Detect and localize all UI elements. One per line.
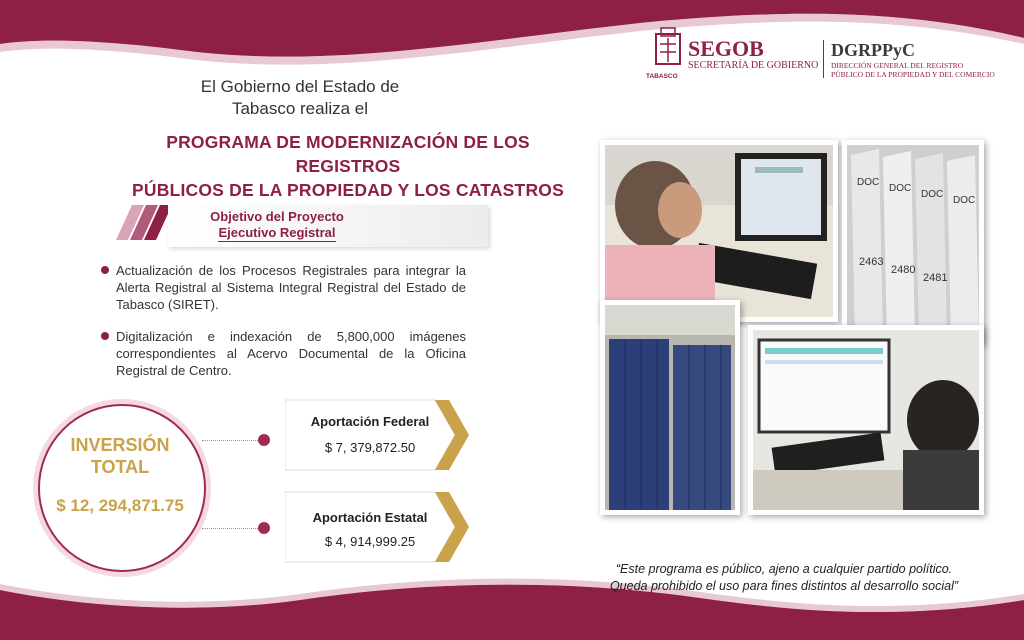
intro-text bbox=[150, 76, 450, 120]
dgrppyc-subtitle-line1: DIRECCIÓN GENERAL DEL REGISTRO bbox=[831, 61, 964, 70]
photo-archive-shelves bbox=[600, 300, 740, 515]
investment-title-line2: TOTAL bbox=[90, 457, 150, 477]
svg-text:DOC: DOC bbox=[921, 189, 944, 200]
bullet-dot-icon bbox=[101, 266, 109, 274]
svg-text:2480: 2480 bbox=[891, 264, 916, 276]
state-label: Aportación Estatal bbox=[312, 510, 428, 525]
federal-contribution-card bbox=[285, 394, 475, 476]
state-value: $ 4, 914,999.25 bbox=[324, 534, 416, 549]
connector-dot-icon bbox=[258, 434, 270, 446]
investment-title-line1: INVERSIÓN bbox=[70, 435, 170, 455]
svg-text:DOC: DOC bbox=[889, 183, 912, 194]
connector-line bbox=[202, 440, 264, 441]
federal-label: Aportación Federal bbox=[310, 414, 430, 429]
objective-title bbox=[172, 209, 382, 242]
dgrppyc-subtitle-line2: PÚBLICO DE LA PROPIEDAD Y DEL COMERCIO bbox=[831, 70, 995, 79]
intro-line1: El Gobierno del Estado de bbox=[200, 77, 400, 96]
connector-line bbox=[202, 528, 264, 529]
svg-text:DOC: DOC bbox=[953, 195, 976, 206]
tabasco-label: TABASCO bbox=[646, 73, 678, 80]
page-title-line1: PROGRAMA DE MODERNIZACIÓN DE LOS REGISTROS bbox=[166, 132, 530, 176]
footer-quote-line1: “Este programa es público, ajeno a cualquier partido político. bbox=[615, 562, 953, 576]
photo-worker-monitor bbox=[748, 325, 984, 515]
svg-text:2463: 2463 bbox=[859, 256, 884, 268]
svg-text:DOC: DOC bbox=[857, 177, 880, 188]
coat-of-arms-icon bbox=[652, 26, 684, 74]
dgrppyc-logo-text: DGRPPyC bbox=[831, 40, 915, 60]
objective-title-line2: Ejecutivo Registral bbox=[218, 225, 336, 240]
logo-divider bbox=[823, 40, 824, 78]
footer-quote-line2: Queda prohibido el uso para fines distintos al desarrollo social” bbox=[609, 579, 959, 593]
photo-document-binders bbox=[842, 140, 984, 345]
connector-dot-icon bbox=[258, 522, 270, 534]
segob-subtitle: SECRETARÍA DE GOBIERNO bbox=[688, 60, 819, 71]
svg-text:2481: 2481 bbox=[923, 272, 948, 284]
segob-logo-text: SEGOB bbox=[688, 36, 764, 61]
footer-quote bbox=[574, 561, 994, 595]
state-contribution-card bbox=[285, 486, 475, 568]
federal-value: $ 7, 379,872.50 bbox=[324, 440, 416, 455]
objective-bullet-2: Digitalización e indexación de 5,800,000 imágenes correspondientes al Acervo Documental de la Oficina Registral de Centro. bbox=[116, 329, 466, 378]
objective-bullet-1: Actualización de los Procesos Registrales para integrar la Alerta Registral al Sistema Integral Registral del Estado de Tabasco (SIRET). bbox=[116, 263, 466, 312]
bullet-dot-icon bbox=[101, 332, 109, 340]
investment-total-amount: $ 12, 294,871.75 bbox=[56, 496, 184, 515]
objective-title-line1: Objetivo del Proyecto bbox=[210, 209, 344, 224]
dgrppyc-subtitle bbox=[831, 61, 1011, 79]
page-title-line2: PÚBLICOS DE LA PROPIEDAD Y LOS CATASTROS bbox=[132, 180, 564, 200]
intro-line2: Tabasco realiza el bbox=[231, 99, 369, 118]
photo-office-worker-computer bbox=[600, 140, 838, 322]
investment-title bbox=[40, 434, 200, 478]
investment-circle bbox=[38, 404, 206, 572]
